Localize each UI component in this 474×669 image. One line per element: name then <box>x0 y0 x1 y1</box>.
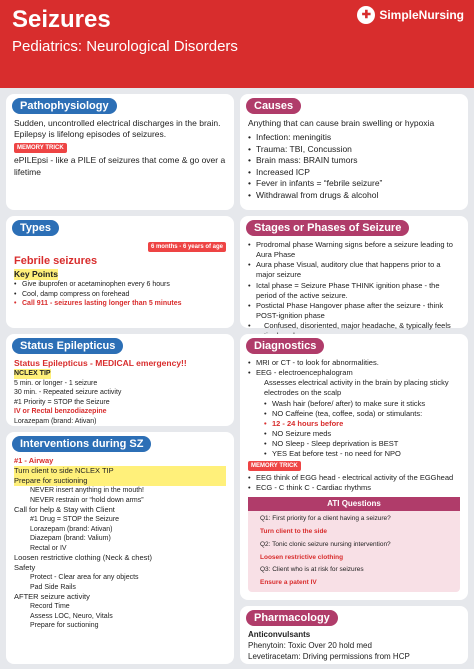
status-line: #1 Priority = STOP the Seizure <box>14 398 110 406</box>
diagnostics-card <box>240 334 468 600</box>
key-points: Key Points <box>14 268 58 279</box>
ages-badge: 6 months - 6 years of age <box>148 242 226 252</box>
febrile-title: Febrile seizures <box>14 255 98 268</box>
intervention-item: Prepare for suctioning <box>30 622 99 630</box>
intervention-item: Prepare for suctioning <box>14 476 226 486</box>
causes-intro: Anything that can cause brain swelling or hypoxia <box>248 118 435 128</box>
ati-title: ATI Questions <box>248 497 460 512</box>
patho-tag: Pathophysiology <box>12 98 117 114</box>
stage-item: • Aura phase Visual, auditory clue that happens prior to a major seizure <box>248 260 460 280</box>
ati-answer: Ensure a patent IV <box>260 579 317 587</box>
stage-item: • Prodromal phase Warning signs before a seizure leading to Aura Phase <box>248 240 460 260</box>
intervention-item: #1 - Airway <box>14 456 54 465</box>
diagnostics-tag: Diagnostics <box>246 338 324 354</box>
interventions-card <box>6 432 234 664</box>
intervention-item: NEVER insert anything in the mouth! <box>30 487 145 495</box>
status-line: IV or Rectal benzodiazepine <box>14 408 107 416</box>
cause-item: • Fever in infants = “febrile seizure” <box>248 178 460 189</box>
ati-questions <box>248 497 460 592</box>
page-subtitle: Pediatrics: Neurological Disorders <box>12 38 238 55</box>
intervention-item: Pad Side Rails <box>30 583 76 591</box>
cause-item: • Brain mass: BRAIN tumors <box>248 155 460 166</box>
stage-item: • Ictal phase = Seizure Phase THINK ignition phase - the period of the active seizure. <box>248 281 460 301</box>
intervention-item: NEVER restrain or “hold down arms” <box>30 496 144 504</box>
patho-line1: Sudden, uncontrolled electrical discharges in the brain. <box>14 118 221 128</box>
nclex-tip: NCLEX TIP <box>14 370 51 378</box>
memory-trick-badge: MEMORY TRICK <box>14 143 67 153</box>
intervention-item: Protect - Clear area for any objects <box>30 574 139 582</box>
types-card <box>6 216 234 328</box>
brand-logo <box>357 6 464 24</box>
causes-card <box>240 94 468 210</box>
ati-question: Q3: Client who is at risk for seizures <box>260 566 364 574</box>
status-line: Lorazepam (brand: Ativan) <box>14 417 97 425</box>
ati-answer: Loosen restrictive clothing <box>260 553 344 561</box>
diag-item: • EEG - electroencephalogram <box>248 368 460 378</box>
patho-trick: ePILEpsi - like a PILE of seizures that come & go over a lifetime <box>14 155 226 177</box>
pharm-card <box>240 606 468 664</box>
status-card <box>6 334 234 426</box>
ati-question: Q1: First priority for a client having a seizure? <box>260 515 391 523</box>
stage-item: • Postictal Phase Hangover phase after the seizure - think POST-ignition phase <box>248 301 460 321</box>
status-line: 5 min. or longer - 1 seizure <box>14 379 98 387</box>
intervention-item: Safety <box>14 563 36 573</box>
cause-item: • Increased ICP <box>248 167 460 178</box>
diag-item: • NO Caffeine (tea, coffee, soda) or stimulants: <box>264 409 460 419</box>
stages-tag: Stages or Phases of Seizure <box>246 220 409 236</box>
pharm-head: Anticonvulsants <box>248 630 311 639</box>
brand-icon: ✚ <box>357 6 375 24</box>
diag-item: • Wash hair (before/ after) to make sure it sticks <box>264 399 460 409</box>
cause-item: • Withdrawal from drugs & alcohol <box>248 190 460 201</box>
diag-item: • MRI or CT - to look for abnormalities. <box>248 358 460 368</box>
pharm-item: Levetiracetam: Driving permissions from HCP <box>248 651 410 661</box>
key-point: • Call 911 - seizures lasting longer than 5 minutes <box>14 299 226 308</box>
diag-item: • NO Sleep - Sleep deprivation is BEST <box>264 439 460 449</box>
intervention-item: Call for help & Stay with Client <box>14 505 115 515</box>
status-title: Status Epilepticus - MEDICAL emergency!! <box>14 358 187 368</box>
diag-item: • EEG think of EGG head - electrical activity of the EGGhead <box>248 473 460 483</box>
intervention-item: Turn client to side NCLEX TIP <box>14 466 226 476</box>
diag-item: Assesses electrical activity in the brain by placing sticky electrodes on the scalp <box>264 378 449 398</box>
diag-item: • 12 - 24 hours before <box>264 419 460 429</box>
pharm-item: Phenytoin: Toxic Over 20 hold med <box>248 640 372 650</box>
patho-line2: Epilepsy is lifelong episodes of seizures. <box>14 129 167 140</box>
brand-name: SimpleNursing <box>379 8 464 22</box>
intervention-item: #1 Drug = STOP the Seizure <box>30 516 120 524</box>
intervention-item: AFTER seizure activity <box>14 592 90 602</box>
diag-item: • NO Seizure meds <box>264 429 460 439</box>
diag-item: • YES Eat before test - no need for NPO <box>264 449 460 459</box>
intervention-item: Rectal or IV <box>30 544 67 552</box>
causes-tag: Causes <box>246 98 301 114</box>
status-line: 30 min. - Repeated seizure activity <box>14 389 122 397</box>
key-point: • Cool, damp compress on forehead <box>14 290 226 299</box>
intervention-item: Lorazepam (brand: Ativan) <box>30 525 113 533</box>
interventions-tag: Interventions during SZ <box>12 436 151 452</box>
types-tag: Types <box>12 220 59 236</box>
status-tag: Status Epilepticus <box>12 338 123 354</box>
ati-answer: Turn client to the side <box>260 528 328 536</box>
stages-card <box>240 216 468 328</box>
intervention-item: Diazepam (brand: Valium) <box>30 535 111 543</box>
patho-card <box>6 94 234 210</box>
ati-question: Q2: Tonic clonic seizure nursing intervention? <box>260 540 391 548</box>
intervention-item: Assess LOC, Neuro, Vitals <box>30 612 113 620</box>
memory-trick-badge: MEMORY TRICK <box>248 461 301 471</box>
cause-item: • Trauma: TBI, Concussion <box>248 144 460 155</box>
pharm-tag: Pharmacology <box>246 610 338 626</box>
diag-item: • ECG - C think C - Cardiac rhythms <box>248 483 460 493</box>
header <box>0 0 474 88</box>
cause-item: • Infection: meningitis <box>248 132 460 143</box>
key-point: • Give ibuprofen or acetaminophen every 6 hours <box>14 280 226 289</box>
intervention-item: Loosen restrictive clothing (Neck & chest) <box>14 553 152 563</box>
intervention-item: Record Time <box>30 603 70 611</box>
page-title: Seizures <box>12 6 111 33</box>
stage-item: • Confused, disoriented, major headache, & typically feels <box>248 321 460 341</box>
